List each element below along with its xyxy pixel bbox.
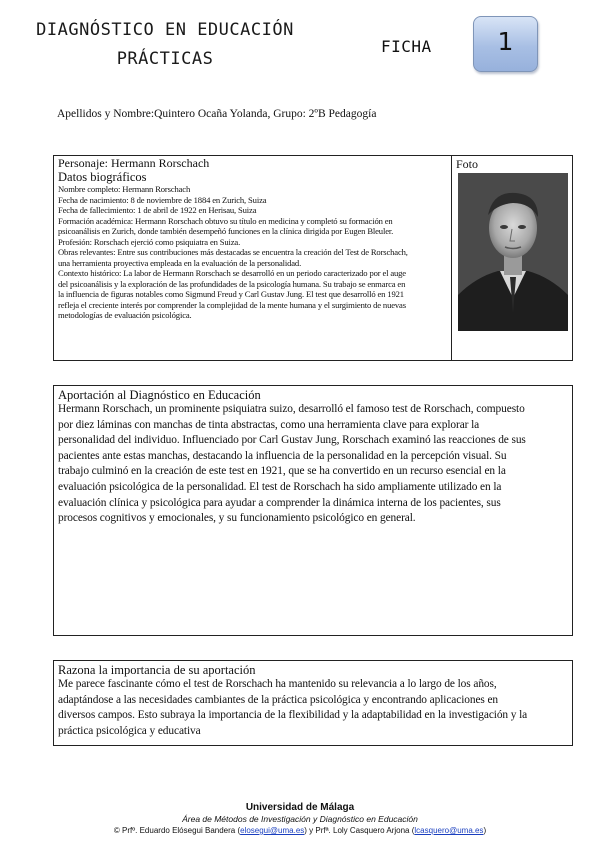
bio-line: Formación académica: Hermann Rorschach obtuvo su título en medicina y completó su formación en	[58, 215, 393, 226]
personaje-label: Personaje: Hermann Rorschach	[58, 156, 210, 170]
biography-text	[54, 156, 450, 360]
bio-line: una herramienta proyectiva empleada en la evaluación de la personalidad.	[58, 257, 302, 268]
bio-line: metodologías de evaluación psicológica.	[58, 310, 192, 320]
reasoning-text	[58, 677, 568, 739]
contribution-line: personalidad del individuo. Influenciado por Carl Gustav Jung, Rorschach examinó las reacciones de sus	[58, 434, 526, 447]
title-line-1: DIAGNÓSTICO EN EDUCACIÓN	[36, 20, 294, 40]
bio-line: Fecha de fallecimiento: 1 de abril de 1922 en Herisau, Suiza	[58, 205, 257, 215]
bio-line: psicoanálisis en Zurich, donde también desempeñó funciones en la clínica dirigida por Eugen Bleuler.	[58, 226, 394, 236]
footer-university: Universidad de Málaga	[245, 802, 355, 813]
email-link-lcasquero[interactable]: lcasquero@uma.es	[414, 826, 484, 835]
contribution-box	[53, 385, 573, 636]
foto-label: Foto	[456, 157, 479, 171]
contribution-line: pacientes ante estas manchas, destacando la influencia de la personalidad en la percepción visual. Su	[58, 449, 507, 462]
reasoning-heading: Razona la importancia de su aportación	[58, 663, 256, 677]
reasoning-line: diversos campos. Esto subraya la importancia de la flexibilidad y la adaptabilidad en la investigación y la	[58, 709, 528, 722]
credit-prefix: © Prfº. Eduardo Elósegui Bandera (	[113, 826, 241, 835]
contribution-line: por diez láminas con manchas de tinta abstractas, como una herramienta clave para explorar la	[58, 418, 480, 431]
bio-line: Fecha de nacimiento: 8 de noviembre de 1884 en Zurich, Suiza	[58, 194, 267, 205]
reasoning-line: Me parece fascinante cómo el test de Rorschach ha mantenido su relevancia a lo largo de los años,	[58, 678, 497, 690]
reasoning-line: adaptándose a las necesidades cambiantes de la práctica psicológica y encontrando aplicaciones en	[58, 693, 499, 706]
credit-middle: ) y Prfª. Loly Casquero Arjona (	[304, 826, 415, 835]
bio-line: Nombre completo: Hermann Rorschach	[58, 184, 191, 194]
bio-line: Profesión: Rorschach ejerció como psiquiatra en Suiza.	[58, 236, 241, 247]
contribution-line: trabajo culminó en la creación de este test en 1921, que se ha convertido en un recurso esencial en la	[58, 465, 506, 478]
bio-line: refleja el creciente interés por comprender la complejidad de la mente humana y el surgimiento de nuevas	[58, 299, 406, 310]
title-line-2: PRÁCTICAS	[116, 49, 214, 69]
credit-suffix: )	[483, 826, 487, 835]
contribution-heading: Aportación al Diagnóstico en Educación	[58, 388, 261, 402]
contribution-text	[58, 402, 568, 527]
reasoning-line: práctica psicológica y educativa	[58, 724, 201, 737]
document-title	[30, 16, 300, 74]
reasoning-box	[53, 660, 573, 746]
contribution-line: evaluación psicológica de la personalidad. El test de Rorschach ha sido ampliamente utilizado en la	[58, 480, 502, 493]
ficha-label: FICHA	[381, 37, 432, 56]
biography-box	[53, 155, 573, 361]
bio-line: Contexto histórico: La labor de Hermann Rorschach se desarrolló en un periodo caracterizado por el auge	[58, 268, 406, 278]
email-link-elosegui[interactable]: elosegui@uma.es	[240, 826, 305, 835]
student-info: Apellidos y Nombre:Quintero Ocaña Yolanda, Grupo: 2ºB Pedagogía	[57, 108, 377, 120]
contribution-line: Hermann Rorschach, un prominente psiquiatra suizo, desarrolló el famoso test de Rorschach, compuesto	[58, 403, 525, 415]
bio-line: la influencia de figuras notables como Sigmund Freud y Carl Gustav Jung. El test que desarrolló en 1921	[58, 289, 404, 299]
bio-subheading: Datos biográficos	[58, 170, 147, 184]
bio-line: Obras relevantes: Entre sus contribuciones más destacadas se encuentra la creación del Test de Rorschach,	[58, 247, 408, 257]
contribution-line: procesos cognitivos y emocionales, y su funcionamiento psicológico en general.	[58, 512, 416, 525]
ficha-number-badge: 1	[473, 16, 538, 72]
footer-area: Área de Métodos de Investigación y Diagnóstico en Educación	[182, 814, 418, 824]
bio-line: del psicoanálisis y la exploración de las profundidades de la psicología humana. Su trabajo se enmarca en	[58, 278, 406, 289]
contribution-line: evaluación clínica y psicológica para ayudar a comprender la dinámica interna de los pacientes, sus	[58, 496, 501, 509]
portrait-photo	[458, 173, 568, 331]
footer	[0, 801, 600, 836]
footer-credits	[0, 825, 600, 836]
column-divider	[451, 156, 452, 360]
